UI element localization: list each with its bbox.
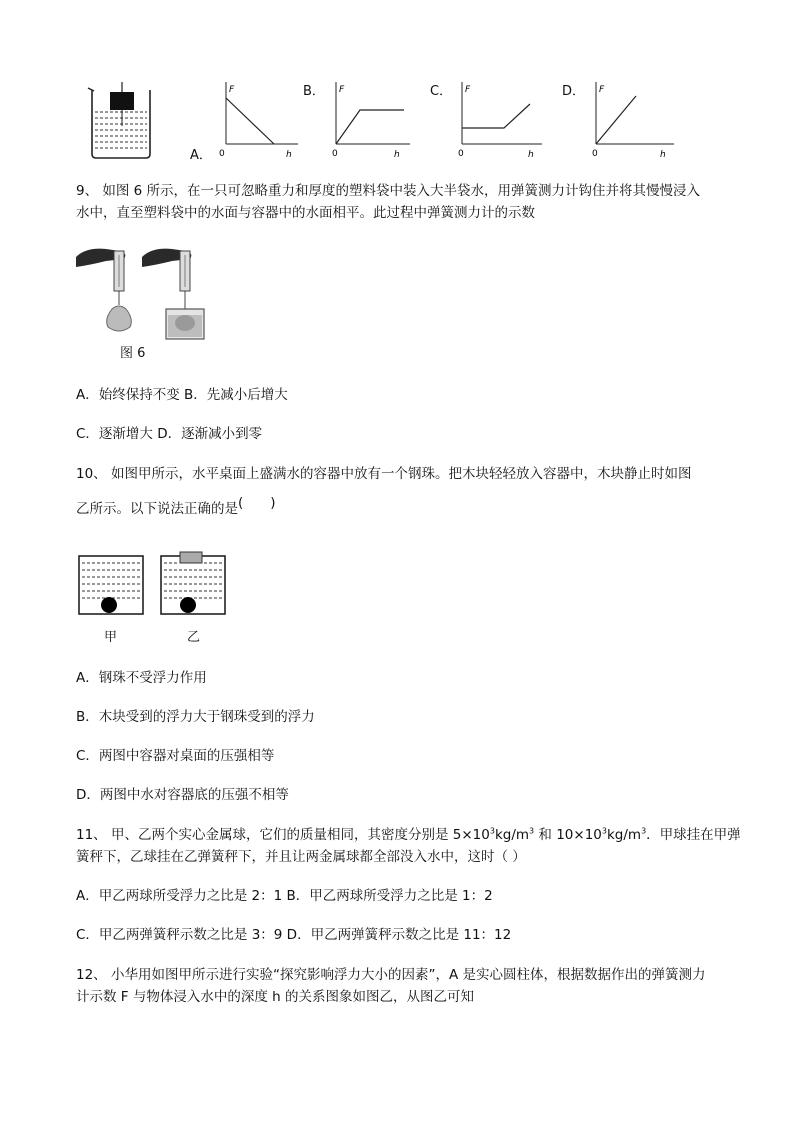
- q11-options-cd: C．甲乙两弹簧秤示数之比是 3：9 D．甲乙两弹簧秤示数之比是 11：12: [76, 927, 512, 943]
- q9-text-line2: 水中，直至塑料袋中的水面与容器中的水面相平。此过程中弹簧测力计的示数: [76, 205, 535, 221]
- axis-h-label: h: [286, 150, 292, 160]
- q12-text-line2: 计示数 F 与物体浸入水中的深度 h 的关系图象如图乙，从图乙可知: [76, 989, 474, 1005]
- origin-label: 0: [592, 149, 598, 159]
- q10-text-line2: [76, 495, 276, 518]
- q11-options-ab: A．甲乙两球所受浮力之比是 2：1 B．甲乙两球所受浮力之比是 1：2: [76, 888, 493, 904]
- graph-c: [454, 80, 544, 160]
- origin-label: 0: [458, 149, 464, 159]
- axis-h-label: h: [394, 150, 400, 160]
- q10-option-d: D．两图中水对容器底的压强不相等: [76, 787, 289, 803]
- option-a-label: A．: [190, 148, 212, 163]
- q10-text-line2-body: 乙所示。以下说法正确的是: [76, 501, 238, 517]
- axis-f-label: F: [599, 85, 605, 95]
- origin-label: 0: [219, 149, 225, 159]
- figure-6-caption: 图 6: [120, 346, 146, 361]
- container-jia: [78, 555, 144, 615]
- axis-h-label: h: [528, 150, 534, 160]
- beaker-figure: [86, 82, 156, 160]
- axis-f-label: F: [339, 85, 345, 95]
- q10-option-c: C．两图中容器对桌面的压强相等: [76, 748, 275, 764]
- option-c-label: C．: [430, 84, 453, 99]
- label-yi: 乙: [187, 630, 201, 645]
- graph-b: [328, 80, 412, 160]
- q12-text-line1: 12、 小华用如图甲所示进行实验“探究影响浮力大小的因素”，A 是实心圆柱体，根据数据作出的弹簧测力: [76, 967, 706, 983]
- q9-options-cd: C．逐渐增大 D．逐渐减小到零: [76, 426, 263, 442]
- axis-f-label: F: [229, 85, 235, 95]
- option-b-label: B．: [303, 84, 325, 99]
- q9-options-ab: A．始终保持不变 B．先减小后增大: [76, 387, 288, 403]
- q10-text-line1: 10、 如图甲所示，水平桌面上盛满水的容器中放有一个钢珠。把木块轻轻放入容器中，木块静止时如图: [76, 466, 692, 482]
- q9-text-line1: 9、 如图 6 所示，在一只可忽略重力和厚度的塑料袋中装入大半袋水，用弹簧测力计钩住并将其慢慢浸入: [76, 183, 701, 199]
- q10-option-a: A．钢珠不受浮力作用: [76, 670, 207, 686]
- axis-f-label: F: [465, 85, 471, 95]
- figure-6-spring-scale: [76, 243, 226, 343]
- q10-answer-paren: ( ): [238, 495, 276, 511]
- graph-a: [216, 80, 300, 160]
- q11-text-line2: 簧秤下，乙球挂在乙弹簧秤下，并且让两金属球都全部没入水中，这时（ ）: [76, 849, 526, 865]
- q10-option-b: B．木块受到的浮力大于钢珠受到的浮力: [76, 709, 315, 725]
- option-d-label: D．: [562, 84, 586, 99]
- origin-label: 0: [332, 149, 338, 159]
- axis-h-label: h: [660, 150, 666, 160]
- label-jia: 甲: [104, 630, 118, 645]
- container-yi: [160, 550, 226, 615]
- q11-text-line1: 11、 甲、乙两个实心金属球，它们的质量相同，其密度分别是 $5\times 10^3kg/m^3$ 和 $10\times 10^3kg/m^3$．甲球挂在甲弹: [76, 826, 741, 843]
- graph-d: [588, 80, 678, 160]
